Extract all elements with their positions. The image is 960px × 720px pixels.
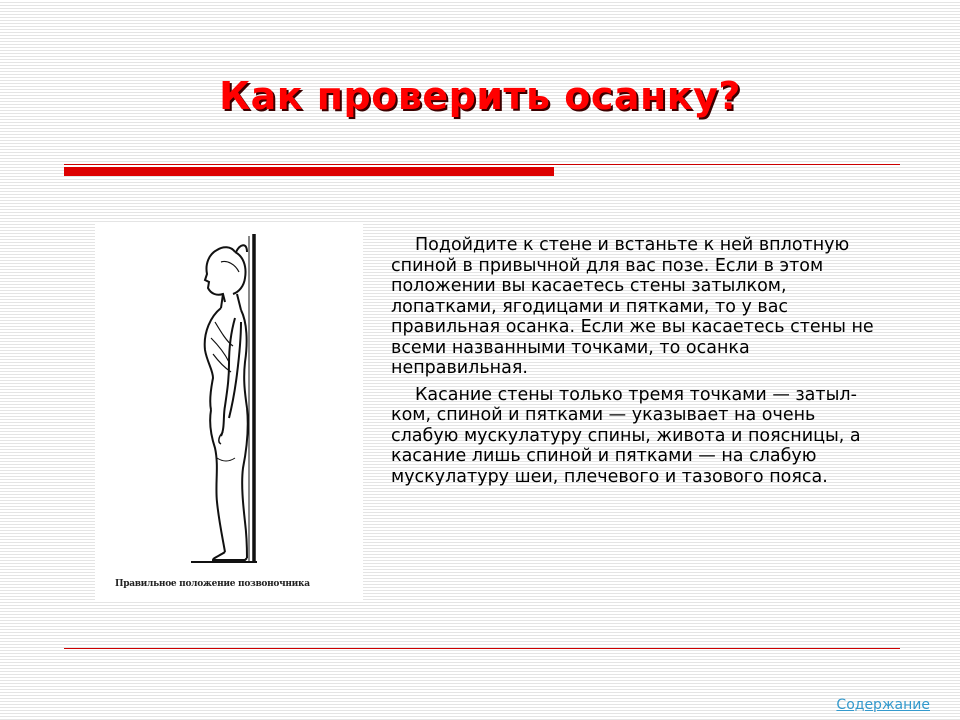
top-divider-thick [64,167,554,176]
contents-link[interactable]: Содержание [836,697,930,713]
body-text [391,235,886,493]
top-divider-thin [64,164,900,165]
bottom-divider [64,648,900,649]
figure-caption: Правильное положение позвоночника [115,579,310,589]
paragraph: Касание стены только тремя точками — затыл-ком, спиной и пятками — указывает на очень слабую мускулатуру спины, живота и поясницы, а касание лишь спиной и пятками — на слабую мускулатуру шеи, плечевого и тазового пояса. [391,384,861,487]
posture-figure [95,222,363,602]
paragraph: Подойдите к стене и встаньте к ней вплотную спиной в привычной для вас позе. Если в этом положении вы касаетесь стены затылком, лопатками, ягодицами и пятками, то у вас правильная осанка. Если же вы касаетесь стены не всеми названными точками, то осанка неправильная. [391,235,874,378]
woman-against-wall-illustration [95,222,363,602]
page-title: Как проверить осанку? [219,74,741,118]
